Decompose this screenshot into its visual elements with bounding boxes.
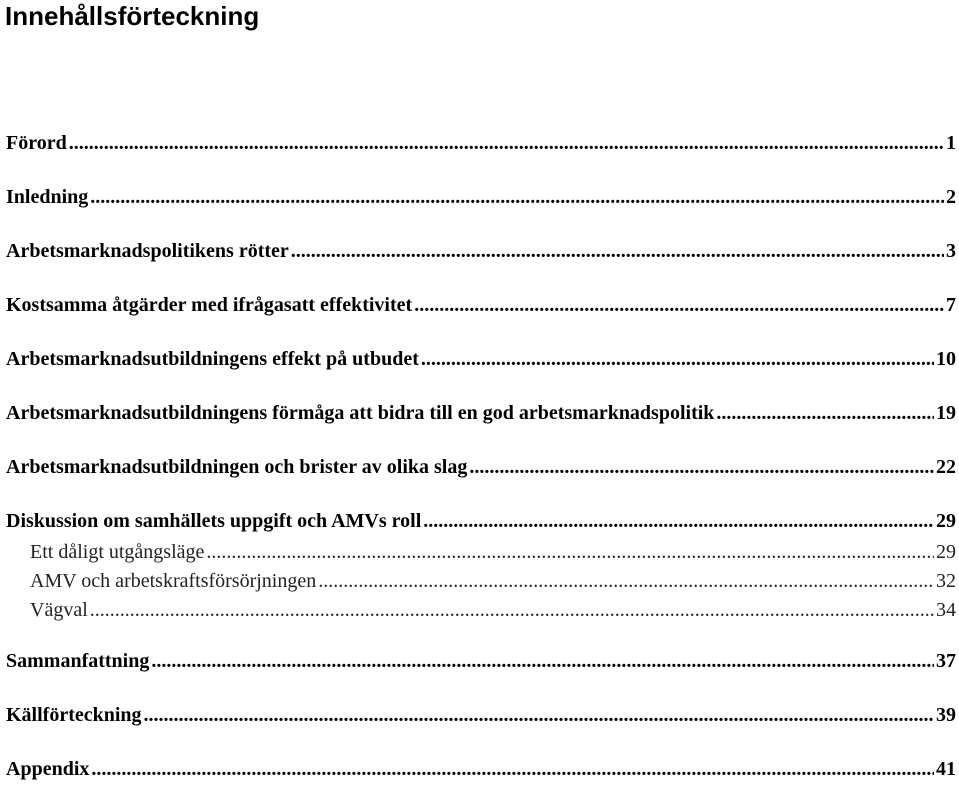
- toc-entry-diskussion[interactable]: [6, 509, 956, 533]
- toc-entry-page: 37: [936, 650, 956, 672]
- toc-entry-page: 19: [936, 402, 956, 424]
- toc-entry-label: Diskussion om samhällets uppgift och AMVs roll: [6, 510, 422, 532]
- toc-entry-label: Sammanfattning: [6, 650, 150, 672]
- toc-entry-page: 34: [936, 599, 956, 621]
- toc-entry-label: Förord: [6, 132, 67, 154]
- toc-dot-leader: [69, 131, 944, 155]
- toc-subentry-vagval[interactable]: [30, 598, 956, 622]
- toc-dot-leader: [144, 703, 934, 727]
- toc-entry-page: 29: [936, 510, 956, 532]
- toc-entry-forord[interactable]: [6, 131, 956, 155]
- toc-dot-leader: [423, 509, 934, 533]
- toc-subentry-amv[interactable]: [30, 569, 956, 593]
- toc-dot-leader: [469, 455, 934, 479]
- toc-entry-label: Arbetsmarknadsutbildningen och brister av olika slag: [6, 456, 468, 478]
- toc-entry-page: 1: [946, 132, 956, 154]
- toc-entry-page: 2: [946, 186, 956, 208]
- toc-entry-page: 7: [946, 294, 956, 316]
- toc-entry-label: Appendix: [6, 758, 90, 780]
- toc-entry-label: Arbetsmarknadsutbildningens effekt på utbudet: [6, 348, 419, 370]
- toc-entry-label: Ett dåligt utgångsläge: [30, 541, 205, 563]
- toc-dot-leader: [318, 569, 934, 593]
- toc-entry-effekt[interactable]: [6, 347, 956, 371]
- toc-dot-leader: [91, 757, 934, 781]
- toc-dot-leader: [90, 185, 944, 209]
- toc-entry-sammanfattning[interactable]: [6, 649, 956, 673]
- toc-entry-page: 39: [936, 704, 956, 726]
- toc-dot-leader: [151, 649, 934, 673]
- toc-entry-label: Kostsamma åtgärder med ifrågasatt effektivitet: [6, 294, 413, 316]
- toc-dot-leader: [90, 598, 934, 622]
- toc-entry-label: Vägval: [30, 599, 88, 621]
- toc-dot-leader: [206, 540, 934, 564]
- toc-entry-page: 32: [936, 570, 956, 592]
- toc-entry-label: Arbetsmarknadspolitikens rötter: [6, 240, 289, 262]
- toc-entry-formaga[interactable]: [6, 401, 956, 425]
- toc-entry-appendix[interactable]: [6, 757, 956, 781]
- toc-entry-page: 41: [936, 758, 956, 780]
- toc-entry-label: AMV och arbetskraftsförsörjningen: [30, 570, 317, 592]
- toc-subentry-utgangslage[interactable]: [30, 540, 956, 564]
- toc-entry-page: 29: [936, 541, 956, 563]
- toc-entry-rotter[interactable]: [6, 239, 956, 263]
- toc-dot-leader: [421, 347, 934, 371]
- toc-entry-brister[interactable]: [6, 455, 956, 479]
- toc-dot-leader: [414, 293, 944, 317]
- page-title: Innehållsförteckning: [5, 1, 260, 31]
- toc-entry-inledning[interactable]: [6, 185, 956, 209]
- toc-entry-label: Inledning: [6, 186, 89, 208]
- toc-dot-leader: [716, 401, 934, 425]
- toc-entry-label: Källförteckning: [6, 704, 142, 726]
- toc-entry-kostsamma[interactable]: [6, 293, 956, 317]
- toc-dot-leader: [291, 239, 944, 263]
- toc-entry-page: 10: [936, 348, 956, 370]
- toc-entry-kallforteckning[interactable]: [6, 703, 956, 727]
- toc-entry-page: 3: [946, 240, 956, 262]
- toc-entry-page: 22: [936, 456, 956, 478]
- toc-entry-label: Arbetsmarknadsutbildningens förmåga att bidra till en god arbetsmarknadspolitik: [6, 402, 715, 424]
